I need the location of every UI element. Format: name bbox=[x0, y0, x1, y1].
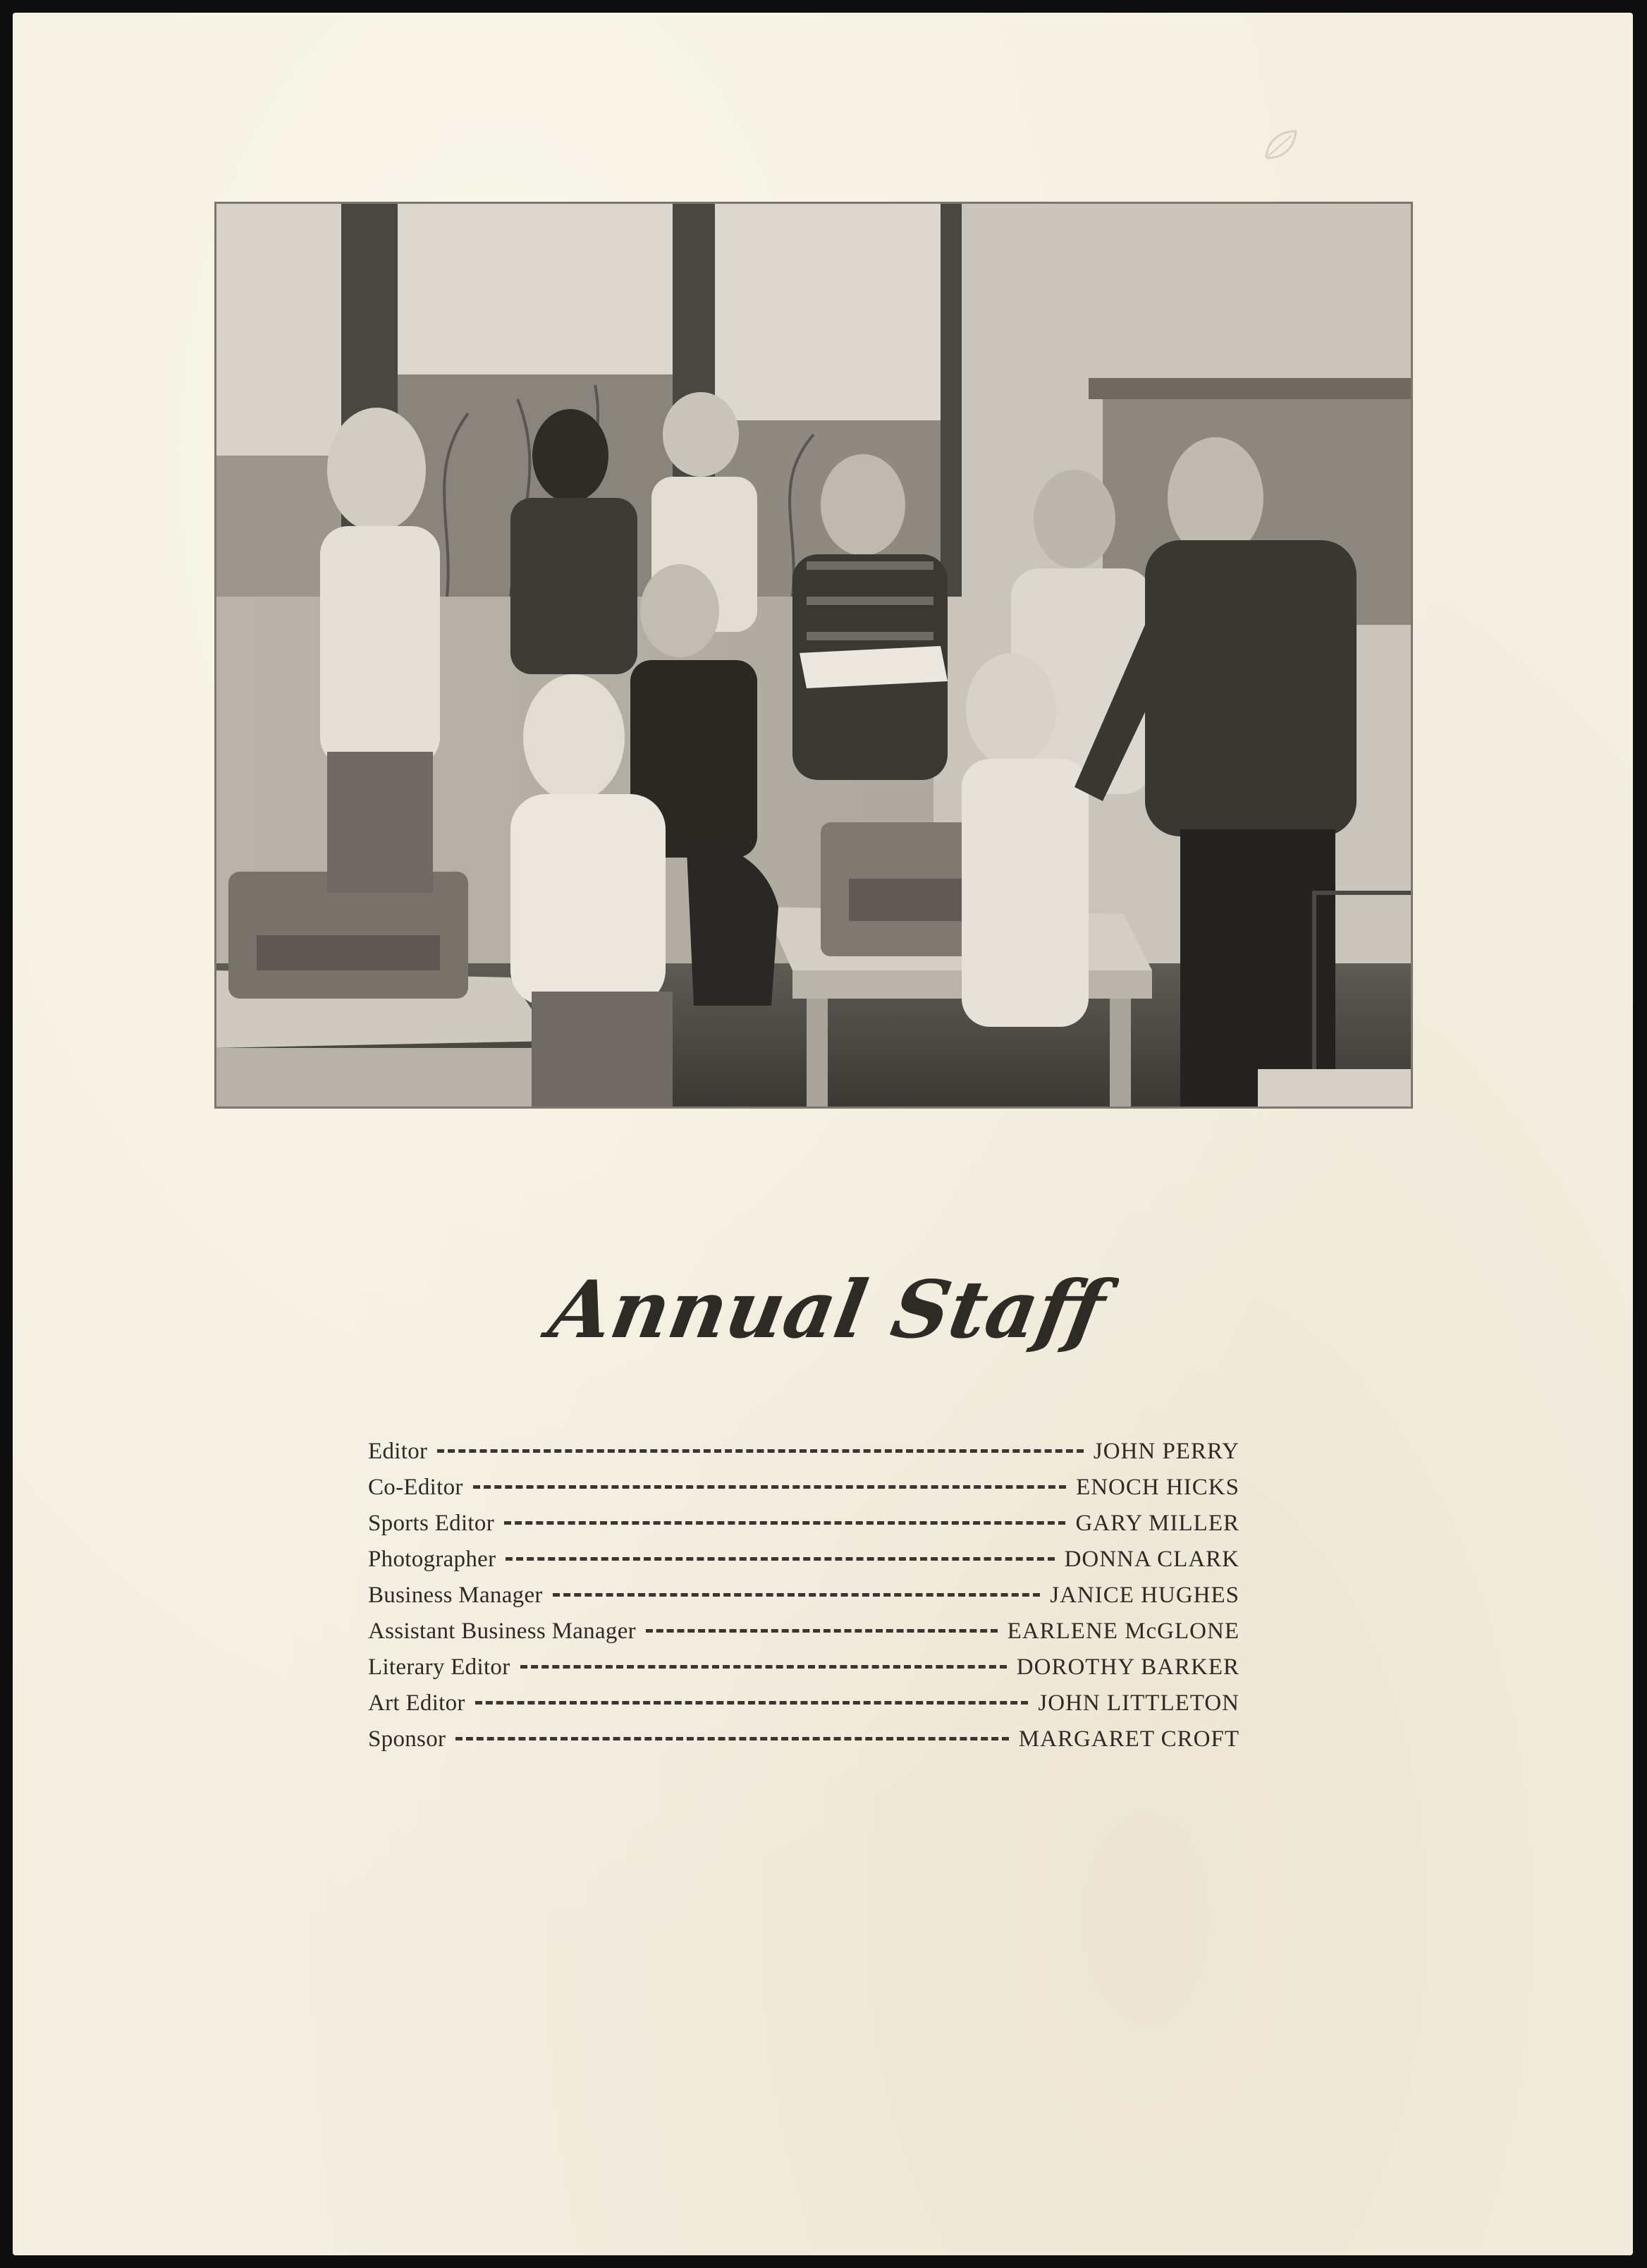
staff-name: MARGARET CROFT bbox=[1018, 1726, 1239, 1752]
yearbook-page bbox=[13, 13, 1633, 2255]
staff-role: Art Editor bbox=[368, 1690, 465, 1716]
staff-name: GARY MILLER bbox=[1075, 1511, 1239, 1536]
staff-row bbox=[368, 1726, 1239, 1762]
staff-row bbox=[368, 1547, 1239, 1583]
staff-row bbox=[368, 1654, 1239, 1690]
staff-name: EARLENE McGLONE bbox=[1007, 1618, 1239, 1644]
staff-name: JOHN PERRY bbox=[1093, 1439, 1239, 1464]
dot-leader bbox=[473, 1485, 1066, 1489]
staff-name: DONNA CLARK bbox=[1064, 1547, 1239, 1572]
staff-role: Assistant Business Manager bbox=[368, 1618, 636, 1644]
staff-photo bbox=[214, 202, 1413, 1109]
staff-name: JOHN LITTLETON bbox=[1038, 1690, 1239, 1716]
dot-leader bbox=[506, 1557, 1054, 1561]
dot-leader bbox=[646, 1629, 998, 1633]
staff-role: Photographer bbox=[368, 1547, 496, 1572]
leaf-mark-icon bbox=[1261, 126, 1300, 165]
dot-leader bbox=[455, 1737, 1009, 1740]
dot-leader bbox=[553, 1593, 1041, 1597]
page-title bbox=[13, 1254, 1633, 1391]
staff-role: Literary Editor bbox=[368, 1654, 510, 1680]
dot-leader bbox=[520, 1665, 1007, 1669]
staff-role: Sports Editor bbox=[368, 1511, 494, 1536]
staff-role: Co-Editor bbox=[368, 1475, 463, 1500]
staff-row bbox=[368, 1583, 1239, 1618]
staff-name: ENOCH HICKS bbox=[1076, 1475, 1239, 1500]
staff-role: Editor bbox=[368, 1439, 428, 1464]
staff-list bbox=[368, 1439, 1239, 1762]
staff-name: JANICE HUGHES bbox=[1050, 1583, 1239, 1608]
staff-row bbox=[368, 1618, 1239, 1654]
staff-row bbox=[368, 1690, 1239, 1726]
page-title-lettering bbox=[527, 1254, 1119, 1388]
dot-leader bbox=[475, 1701, 1029, 1705]
staff-name: DOROTHY BARKER bbox=[1016, 1654, 1239, 1680]
staff-row bbox=[368, 1439, 1239, 1475]
staff-row bbox=[368, 1511, 1239, 1547]
dot-leader bbox=[437, 1449, 1084, 1453]
staff-role: Business Manager bbox=[368, 1583, 543, 1608]
staff-role: Sponsor bbox=[368, 1726, 446, 1752]
page-title-text: Annual Staff bbox=[542, 1262, 1112, 1356]
staff-row bbox=[368, 1475, 1239, 1511]
dot-leader bbox=[504, 1521, 1065, 1525]
